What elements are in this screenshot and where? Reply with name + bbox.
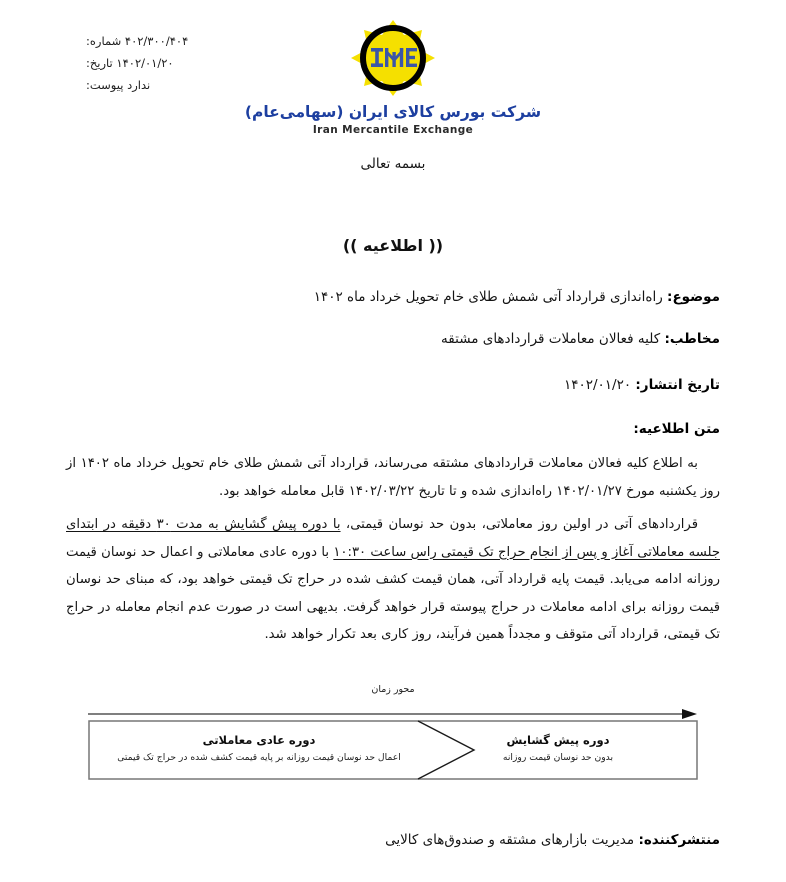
publisher-line: [66, 832, 720, 848]
publish-date-line: [66, 377, 720, 393]
body-heading: متن اطلاعیه:: [633, 421, 720, 437]
header-date-value: ۱۴۰۲/۰۱/۲۰: [116, 56, 174, 70]
timeline-segment-pre-open-subtitle: بدون حد نوسان قیمت روزانه: [502, 752, 614, 763]
notice-title: (( اطلاعیه )): [342, 236, 444, 255]
publisher-value: مدیریت بازارهای مشتقه و صندوق‌های کالایی: [385, 832, 635, 848]
publisher-label: منتشرکننده:: [638, 832, 720, 848]
audience-line: [66, 331, 720, 347]
header-number-value: ۴۰۲/۳۰۰/۴۰۴: [124, 34, 189, 48]
ime-logo-name-en: Iran Mercantile Exchange: [312, 124, 474, 136]
subject-line: [66, 289, 720, 305]
timeline-segment-normal-subtitle: اعمال حد نوسان قیمت روزانه بر پایه قیمت کشف شده در حراج تک قیمتی: [117, 752, 401, 763]
basmala-text: بسمه تعالی: [360, 156, 426, 172]
subject-value: راه‌اندازی قرارداد آتی شمش طلای خام تحویل خرداد ماه ۱۴۰۲: [313, 289, 663, 305]
header-attachment-value: ندارد: [127, 78, 151, 92]
body-heading-line: [66, 421, 720, 437]
body-paragraph-2-underlined: با دوره پیش گشایش به مدت ۳۰ دقیقه در ابتدای جلسه معاملاتی آغاز و پس از انجام حراج تک قیمتی راس ساعت ۱۰:۳۰: [66, 517, 720, 560]
timeline-segment-pre-open: [422, 732, 694, 765]
body-paragraph-2-part-b: با دوره عادی معاملاتی و اعمال حد نوسان قیمت روزانه ادامه می‌یابد. قیمت پایه قرارداد آتی، همان قیمت کشف شده در حراج تک قیمتی خواهد بود، که مبنای حد نوسان قیمت روزانه برای ادامه معاملات در حراج پیوسته قرار خواهد گرفت. بدیهی است در صورت عدم انجام معامله در حراج تک قیمتی، قرارداد آتی متوقف و مجدداً همین فرآیند، روز کاری بعد تکرار خواهد شد.: [66, 544, 720, 642]
subject-label: موضوع:: [667, 289, 720, 305]
body-paragraph-2: [66, 511, 720, 649]
timeline-axis-arrow-icon: [88, 708, 698, 720]
publish-date-label: تاریخ انتشار:: [635, 377, 720, 393]
ime-logo-name-fa: شرکت بورس کالای ایران (سهامی‌عام): [244, 103, 542, 121]
timeline-segment-normal: [94, 732, 424, 765]
ime-logo-mark-icon: [347, 18, 439, 98]
audience-value: کلیه فعالان معاملات قراردادهای مشتقه: [441, 331, 661, 347]
document-header: [0, 0, 786, 150]
header-number-label: شماره:: [86, 34, 122, 48]
announcement-body: [66, 450, 720, 649]
body-paragraph-2-part-a: قراردادهای آتی در اولین روز معاملاتی، بدون حد نوسان قیمتی،: [340, 517, 698, 532]
timeline-segment-normal-title: دوره عادی معاملاتی: [202, 733, 316, 747]
header-attachment-label: پیوست:: [86, 78, 124, 92]
timeline-axis-label: محور زمان: [371, 684, 415, 695]
body-paragraph-1: به اطلاع کلیه فعالان معاملات قراردادهای مشتقه می‌رساند، قرارداد آتی شمش طلای خام تحویل خرداد ماه ۱۴۰۲ از روز یکشنبه مورخ ۱۴۰۲/۰۱/۲۷ راه‌اندازی شده و تا تاریخ ۱۴۰۲/۰۳/۲۲ قابل معامله خواهد بود.: [66, 456, 720, 499]
header-date-label: تاریخ:: [86, 56, 113, 70]
ime-logo: [0, 18, 786, 138]
audience-label: مخاطب:: [664, 331, 720, 347]
publish-date-value: ۱۴۰۲/۰۱/۲۰: [564, 377, 632, 393]
timeline-segment-pre-open-title: دوره پیش گشایش: [506, 733, 610, 747]
timeline-diagram: [88, 686, 698, 776]
